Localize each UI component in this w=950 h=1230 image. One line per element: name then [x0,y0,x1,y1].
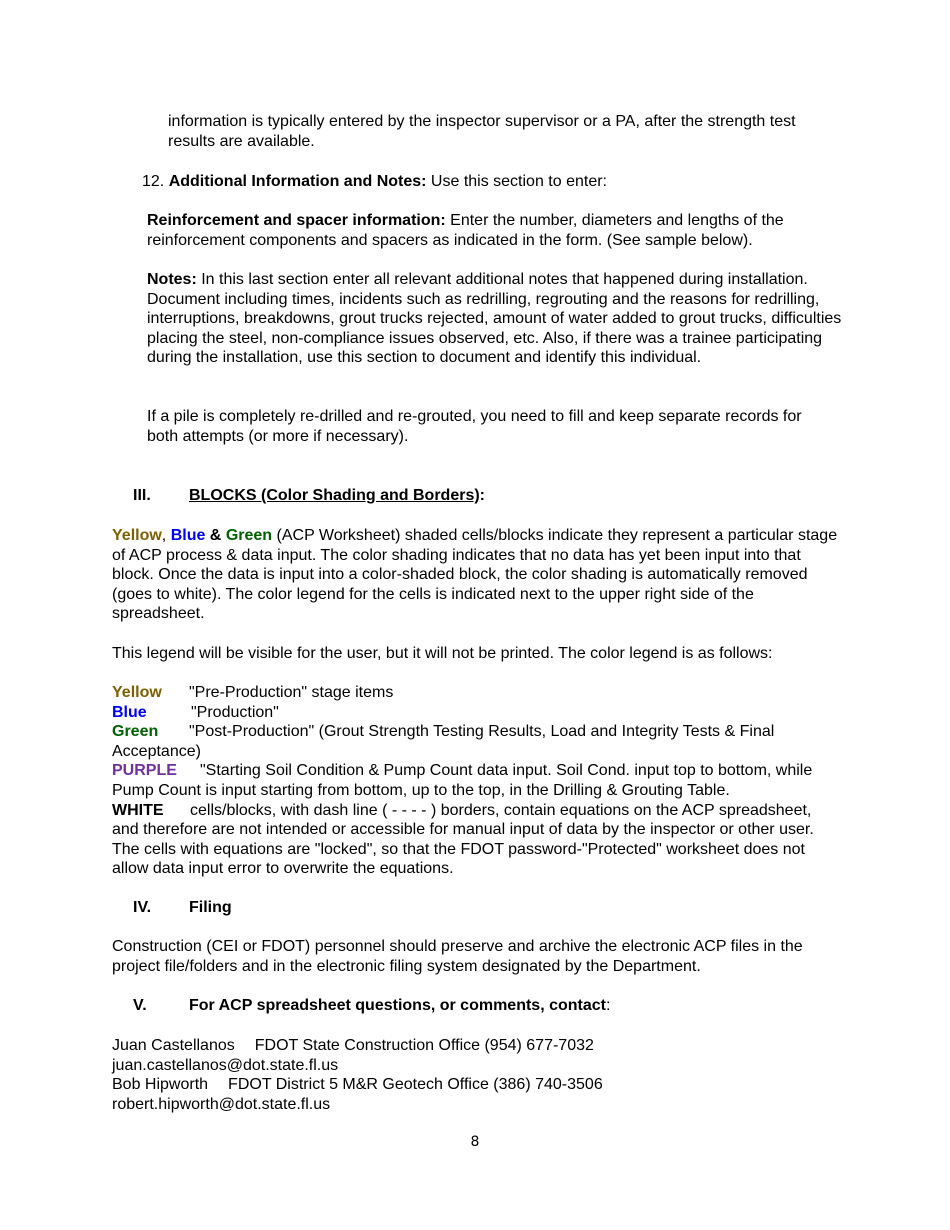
legend-yellow-text: "Pre-Production" stage items [189,684,394,701]
section-5-title: For ACP spreadsheet questions, or comments, contact [189,997,606,1014]
section-4-heading [133,898,833,918]
section-5-colon: : [605,997,611,1014]
legend-purple [112,761,842,800]
contact-name: Bob Hipworth [112,1076,209,1094]
notes-label: Notes: [147,271,197,288]
ampersand: & [205,527,226,544]
contact-list [112,1036,842,1114]
section-3-title: BLOCKS (Color Shading and Borders) [189,487,480,504]
item-12-text: Use this section to enter: [426,173,607,190]
blocks-intro-paragraph [112,526,842,624]
legend-intro: This legend will be visible for the user, but it will not be printed. The color legend is as follows: [112,645,773,662]
legend-green [112,722,842,761]
contact-email[interactable]: juan.castellanos@dot.state.fl.us [112,1056,339,1074]
contact-entry [112,1075,842,1095]
notes-text: In this last section enter all relevant additional notes that happened during installation. Document including times, incidents such as redrilling, regrouting and the reasons for redrilling, interruptions, breakdowns, grout trucks rejected, amount of water added to grout trucks, difficulties placing the steel, non-compliance issues observed, etc. Also, if there was a trainee participating during the installation, use this section to document and identify this individual. [147,271,842,367]
item-12-label: Additional Information and Notes: [168,173,427,190]
legend-white-text: cells/blocks, with dash line ( - - - - ) borders, contain equations on the ACP spreadsheet, and therefore are not intended or accessible for manual input of data by the inspector or other user. The cells with equations are "locked", so that the FDOT password-"Protected" worksheet does not allow data input error to overwrite the equations. [112,801,814,878]
section-3-number: III. [133,487,151,504]
legend-yellow-key: Yellow [112,684,162,701]
contact-name: Juan Castellanos [112,1037,235,1054]
contact-office: FDOT State Construction Office (954) 677-7032 [254,1037,594,1054]
section-4-title: Filing [189,899,232,916]
contact-entry [112,1036,842,1056]
green-word: Green [225,527,273,544]
contact-email[interactable]: robert.hipworth@dot.state.fl.us [112,1095,331,1113]
blue-word: Blue [170,527,206,544]
color-legend [112,683,842,879]
legend-blue [112,703,842,723]
reinforcement-label: Reinforcement and spacer information: [147,212,446,229]
legend-blue-text: "Production" [191,703,279,721]
section-3-heading [133,486,833,506]
legend-white-key: WHITE [112,801,164,819]
redrill-paragraph: If a pile is completely re-drilled and re-grouted, you need to fill and keep separate records for both attempts (or more if necessary). [147,408,802,445]
section-3-colon: : [479,487,485,504]
legend-yellow [112,683,842,703]
legend-green-key: Green [112,723,159,741]
notes-paragraph [147,270,847,368]
reinforcement-text: Enter the number, diameters and lengths of the reinforcement components and spacers as indicated in the form. (See sample below). [147,212,784,249]
legend-blue-key: Blue [112,703,147,721]
filing-paragraph: Construction (CEI or FDOT) personnel should preserve and archive the electronic ACP files in the project file/folders and in the electronic filing system designated by the Department. [112,938,803,975]
legend-purple-text: "Starting Soil Condition & Pump Count data input. Soil Cond. input top to bottom, while Pump Count is input starting from bottom, up to the top, in the Drilling & Grouting Table. [112,762,813,799]
section-11-tail: information is typically entered by the inspector supervisor or a PA, after the strength test results are available. [168,113,796,150]
legend-white [112,801,842,879]
yellow-word: Yellow [112,527,162,544]
section-4-number: IV. [133,899,152,916]
item-12-heading [142,172,842,192]
page-number: 8 [470,1134,480,1150]
comma: , [161,527,171,544]
legend-green-text: "Post-Production" (Grout Strength Testing Results, Load and Integrity Tests & Final Acceptance) [112,723,775,760]
reinforcement-paragraph [147,211,847,250]
item-12-number: 12. [142,173,165,190]
legend-purple-key: PURPLE [112,762,177,780]
blocks-intro-text: (ACP Worksheet) shaded cells/blocks indicate they represent a particular stage of ACP process & data input. The color shading indicates that no data has yet been input into that block. Once the data is input into a color-shaded block, the color shading is automatically removed (goes to white). The color legend for the cells is indicated next to the upper right side of the spreadsheet. [112,527,838,623]
section-5-heading [133,996,833,1016]
contact-office: FDOT District 5 M&R Geotech Office (386) 740-3506 [228,1076,603,1094]
section-5-number: V. [133,997,147,1014]
